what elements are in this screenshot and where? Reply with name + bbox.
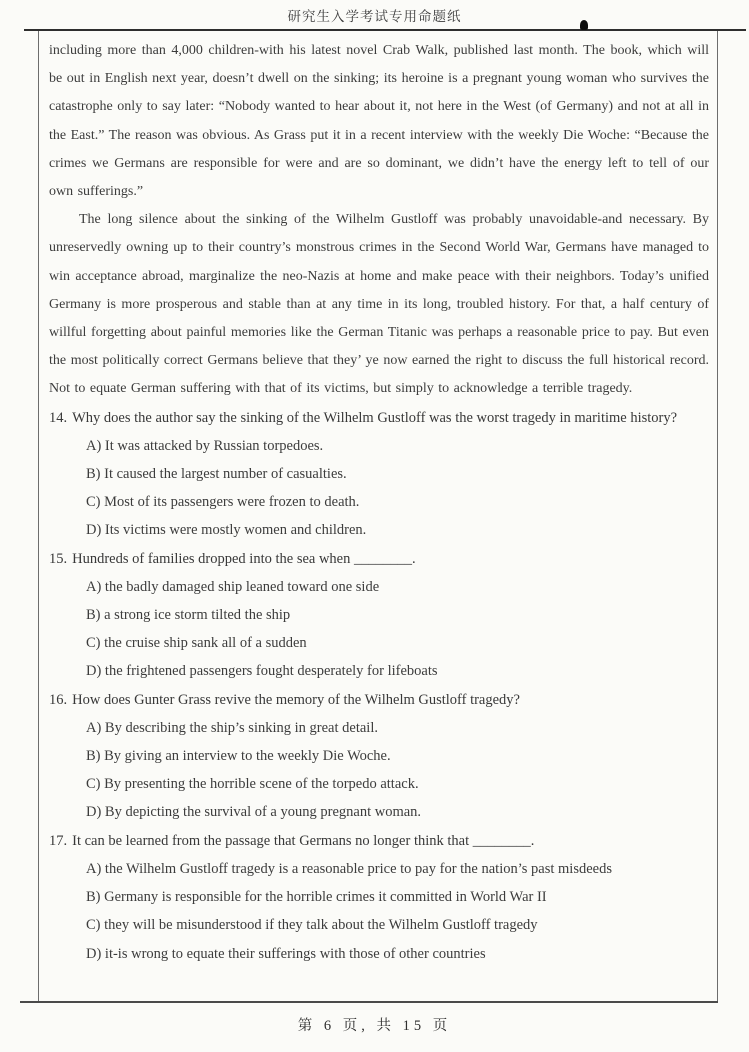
content-box: [38, 31, 718, 1001]
question-17: [49, 827, 709, 968]
question-number: 16.: [49, 691, 68, 708]
question-17-stem-line: [49, 827, 709, 855]
question-16-stem-line: [49, 686, 709, 714]
content-box-bottom-line: [20, 1001, 718, 1003]
question-15-option-d: D) the frightened passengers fought desperately for lifeboats: [86, 663, 438, 680]
ink-blot-mark: [580, 20, 588, 30]
question-17-option-a: A) the Wilhelm Gustloff tragedy is a reasonable price to pay for the nation’s past misdeeds: [86, 860, 612, 877]
question-14-option-c: C) Most of its passengers were frozen to death.: [86, 494, 360, 511]
question-number: 14.: [49, 409, 68, 426]
question-stem: Why does the author say the sinking of the Wilhelm Gustloff was the worst tragedy in maritime history?: [72, 409, 678, 426]
question-15: [49, 545, 709, 686]
question-15-option-c: C) the cruise ship sank all of a sudden: [86, 635, 307, 652]
page-number: 第 6 页, 共 15 页: [297, 1018, 452, 1034]
question-15-option-a: A) the badly damaged ship leaned toward one side: [86, 578, 380, 595]
question-number: 17.: [49, 832, 68, 849]
question-15-stem-line: [49, 545, 709, 573]
question-16: [49, 686, 709, 827]
question-stem: Hundreds of families dropped into the sea when ________.: [72, 550, 416, 567]
question-number: 15.: [49, 550, 68, 567]
question-16-option-a: A) By describing the ship’s sinking in great detail.: [86, 719, 378, 736]
question-stem: It can be learned from the passage that Germans no longer think that ________.: [72, 832, 535, 849]
question-14-stem-line: [49, 404, 709, 432]
question-14-option-d: D) Its victims were mostly women and children.: [86, 522, 367, 539]
question-16-option-b: B) By giving an interview to the weekly Die Woche.: [86, 748, 391, 765]
page-header-title: 研究生入学考试专用命题纸: [287, 9, 462, 25]
question-16-option-c: C) By presenting the horrible scene of the torpedo attack.: [86, 776, 419, 793]
question-14: [49, 404, 709, 545]
passage-paragraph-2: The long silence about the sinking of the Wilhelm Gustloff was probably unavoidable-and necessary. By unreservedly owning up to their country’s monstrous crimes in the Second World War, Germans have managed to win acceptance abroad, marginalize the neo-Nazis at home and make peace with their neighbors. Today’s unified Germany is more prosperous and stable than at any time in its long, troubled history. For that, a half century of willful forgetting about painful memories like the German Titanic was perhaps a reasonable price to pay. But even the most politically correct Germans believe that they’ ye now earned the right to discuss the full historical record. Not to equate German suffering with that of its victims, but simply to acknowledge a terrible tragedy.: [49, 212, 709, 397]
question-17-option-c: C) they will be misunderstood if they talk about the Wilhelm Gustloff tragedy: [86, 917, 538, 934]
question-14-option-a: A) It was attacked by Russian torpedoes.: [86, 437, 324, 454]
passage-paragraph-1: including more than 4,000 children-with his latest novel Crab Walk, published last month. The book, which will be out in English next year, doesn’t dwell on the sinking; its heroine is a pregnant young woman who survives the catastrophe only to say later: “Nobody wanted to hear about it, not here in the West (of Germany) and not at all in the East.” The reason was obvious. As Grass put it in a recent interview with the weekly Die Woche: “Because the crimes we Germans are responsible for were and are so dominant, we didn’t have the energy left to tell of our own sufferings.”: [49, 43, 709, 200]
question-17-option-b: B) Germany is responsible for the horrible crimes it committed in World War II: [86, 889, 547, 906]
question-15-option-b: B) a strong ice storm tilted the ship: [86, 607, 291, 624]
question-17-option-d: D) it-is wrong to equate their sufferings with those of other countries: [86, 945, 486, 962]
question-14-option-b: B) It caused the largest number of casualties.: [86, 466, 347, 483]
question-16-option-d: D) By depicting the survival of a young pregnant woman.: [86, 804, 422, 821]
question-stem: How does Gunter Grass revive the memory of the Wilhelm Gustloff tragedy?: [72, 691, 520, 708]
